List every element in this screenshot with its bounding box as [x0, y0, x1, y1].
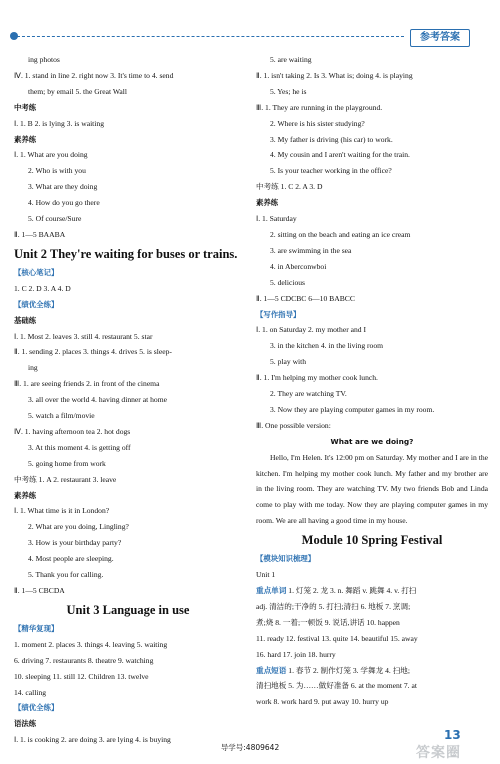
essay-paragraph: Hello, I'm Helen. It's 12:00 pm on Saturday. My mother and I are in the kitchen. I'm helping my mother cook lunch. My father and my brother are in the living room. They are watching TV. My two friends Bob and Linda come to play with me today. Now they are playing computer games in my room. We are all having a good time in my house.	[256, 452, 488, 526]
answer-line: 5. are waiting	[270, 55, 312, 64]
key-content: 1. 春节 2. 制作灯笼 3. 学舞龙 4. 扫地;	[288, 665, 410, 675]
answer-line: 5. Yes; he is	[270, 86, 307, 96]
answer-line: 3. At this moment 4. is getting off	[28, 442, 131, 452]
answer-line: 3. How is your birthday party?	[28, 538, 122, 548]
answer-line: Ⅰ. 1. What time is it in London?	[14, 506, 110, 516]
unit-heading: Module 10 Spring Festival	[301, 533, 443, 548]
answer-line: 5. going home from work	[28, 458, 106, 468]
answer-line: Ⅱ. 1. isn't taking 2. Is 3. What is; doing 4. is playing	[256, 70, 413, 80]
section-label: 基础练	[14, 315, 37, 325]
answer-line: 5. watch a film/movie	[28, 411, 95, 421]
answer-line: 3. are swimming in the sea	[270, 245, 352, 255]
essay-title: What are we doing?	[330, 436, 414, 446]
answer-line: Ⅱ. 1—5 CBCDA	[14, 586, 65, 595]
answer-line: 5. play with	[270, 357, 307, 367]
answer-line: 煮;烧 8. 一着;一顿饭 9. 说话,讲话 10. happen	[256, 617, 400, 627]
section-label: 素养练	[256, 198, 279, 208]
answer-line: them; by email 5. the Great Wall	[28, 86, 127, 96]
answer-line: Ⅲ. 1. They are running in the playground.	[256, 102, 383, 112]
answer-line: 3. all over the world 4. having dinner at home	[28, 395, 167, 405]
answer-line: Ⅰ. 1. B 2. is lying 3. is waiting	[14, 118, 104, 128]
section-tag: 【模块知识梳理】	[256, 554, 316, 564]
answer-line: 6. driving 7. restaurants 8. theatre 9. watching	[14, 655, 154, 665]
answer-line: Ⅰ. 1. is cooking 2. are doing 3. are lying 4. is buying	[14, 735, 171, 745]
key-content: 1. 灯笼 2. 龙 3. n. 舞蹈 v. 跳舞 4. v. 打扫	[288, 586, 417, 595]
answer-line: 1. moment 2. places 3. things 4. leaving 5. waiting	[14, 639, 168, 649]
answer-line: 3. in the kitchen 4. in the living room	[270, 341, 384, 351]
answer-line: Ⅰ. 1. What are you doing	[14, 150, 88, 160]
answer-line: 1. C 2. D 3. A 4. D	[14, 283, 71, 293]
section-tag: 【精华复现】	[14, 623, 59, 633]
answer-line: Ⅱ. 1. sending 2. places 3. things 4. drives 5. is sleep-	[14, 347, 172, 357]
answer-line: 中考练 1. C 2. A 3. D	[256, 182, 323, 192]
answer-line: 5. Thank you for calling.	[28, 570, 104, 580]
answer-line: 清扫地板 5. 为……做好准备 6. at the moment 7. at	[256, 681, 417, 691]
answer-line: adj. 清洁的;干净的 5. 打扫;清扫 6. 地板 7. 烹调;	[256, 601, 411, 611]
answer-line: ing	[28, 363, 38, 373]
answer-line: 11. ready 12. festival 13. quite 14. beautiful 15. away	[256, 633, 418, 643]
answer-line: 3. What are they doing	[28, 182, 98, 192]
unit-heading: Unit 3 Language in use	[66, 602, 190, 617]
answer-line: Unit 1	[256, 570, 276, 580]
answer-line: ing photos	[28, 55, 60, 64]
answer-line: 2. Where is his sister studying?	[270, 118, 365, 128]
answer-line: Ⅲ. One possible version:	[256, 420, 331, 430]
answer-line: 中考练 1. A 2. restaurant 3. leave	[14, 474, 117, 484]
watermark-logo: 答案圈	[416, 745, 461, 761]
answer-line: 2. sitting on the beach and eating an ice cream	[270, 229, 411, 239]
answer-line: Ⅱ. 1—5 CDCBC 6—10 BABCC	[256, 293, 355, 303]
answer-line: Ⅰ. 1. Saturday	[256, 214, 297, 224]
answer-line: work 8. work hard 9. put away 10. hurry up	[256, 697, 389, 707]
answer-line: 4. Most people are sleeping.	[28, 554, 114, 564]
key-label: 重点单词	[256, 586, 287, 595]
right-column	[256, 52, 488, 710]
answer-line: 3. My father is driving (his car) to work.	[270, 134, 393, 144]
header-rule	[12, 36, 404, 37]
answer-line: Ⅱ. 1. I'm helping my mother cook lunch.	[256, 373, 378, 383]
answer-line: 4. My cousin and I aren't waiting for the train.	[270, 150, 410, 160]
answer-line: 5. Is your teacher working in the office?	[270, 166, 392, 176]
answer-line: Ⅰ. 1. Most 2. leaves 3. still 4. restaurant 5. star	[14, 331, 153, 341]
section-tag: 【写作指导】	[256, 309, 301, 319]
section-tag: 【绩优全练】	[14, 299, 59, 309]
answer-line: 16. hard 17. join 18. hurry	[256, 649, 336, 659]
answer-line: 5. delicious	[270, 277, 306, 287]
answer-line: 5. Of course/Sure	[28, 214, 82, 224]
footer-study-number: 导学号:4809642	[220, 743, 280, 752]
section-label: 中考练	[14, 102, 37, 112]
key-label: 重点短语	[256, 665, 287, 675]
answer-line: Ⅱ. 1—5 BAABA	[14, 229, 66, 239]
answer-line: Ⅲ. 1. are seeing friends 2. in front of the cinema	[14, 379, 160, 389]
answer-line: 2. What are you doing, Lingling?	[28, 522, 129, 532]
unit-heading: Unit 2 They're waiting for buses or trains.	[14, 246, 238, 261]
left-column	[14, 52, 242, 748]
section-label: 素养练	[14, 134, 37, 144]
answer-line: 10. sleeping 11. still 12. Children 13. twelve	[14, 671, 149, 681]
answer-line: 2. Who is with you	[28, 166, 86, 176]
key-line	[256, 663, 488, 679]
answer-line: 4. in Aberconwboi	[270, 261, 327, 271]
section-label: 语法练	[14, 719, 37, 729]
answer-line: 14. calling	[14, 687, 47, 697]
section-tag: 【绩优全练】	[14, 703, 59, 713]
page-number: 13	[444, 728, 461, 742]
answer-line: Ⅳ. 1. stand in line 2. right now 3. It's time to 4. send	[14, 70, 174, 80]
answer-key-badge: 参考答案	[410, 29, 470, 47]
answer-line: Ⅰ. 1. on Saturday 2. my mother and I	[256, 325, 367, 335]
answer-line: 3. Now they are playing computer games in my room.	[270, 404, 435, 414]
answer-line: 2. They are watching TV.	[270, 389, 347, 399]
key-line	[256, 583, 488, 599]
section-label: 素养练	[14, 490, 37, 500]
section-tag: 【核心笔记】	[14, 267, 59, 277]
answer-line: 4. How do you go there	[28, 198, 100, 208]
answer-line: Ⅳ. 1. having afternoon tea 2. hot dogs	[14, 426, 131, 436]
